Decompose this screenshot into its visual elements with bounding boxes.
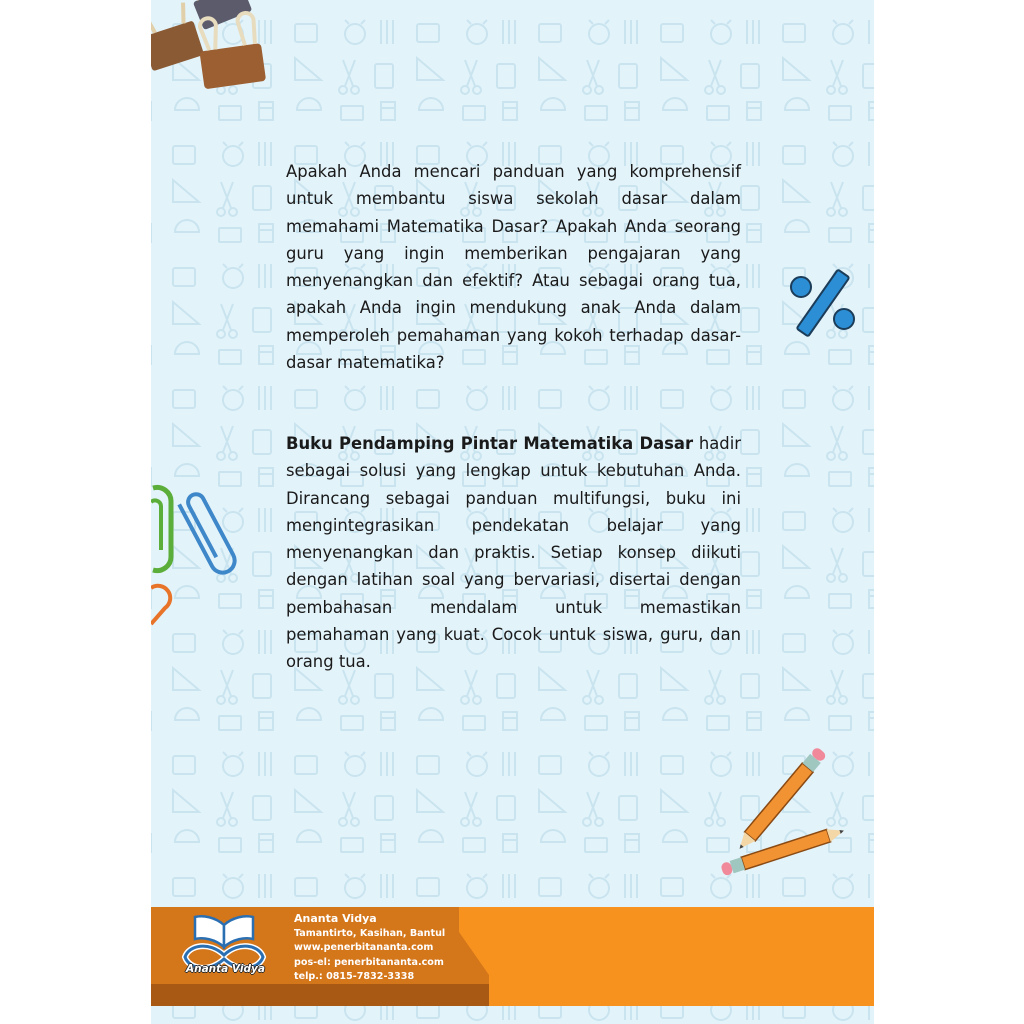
publisher-footer xyxy=(151,907,874,1006)
book-title: Buku Pendamping Pintar Matematika Dasar xyxy=(286,434,694,453)
binder-clips-icon xyxy=(151,0,281,96)
publisher-address: Tamantirto, Kasihan, Bantul xyxy=(294,927,446,939)
description-text: hadir sebagai solusi yang lengkap untuk kebutuhan Anda. Dirancang sebagai panduan multifungsi, buku ini mengintegrasikan pendekatan belajar yang menyenangkan dan praktis. Setiap konsep diikuti dengan latihan soal yang bervariasi, disertai dengan pembahasan mendalam untuk memastikan pemahaman yang kuat. Cocok untuk siswa, guru, dan orang tua. xyxy=(286,434,741,672)
publisher-phone: telp.: 0815-7832-3338 xyxy=(294,971,415,983)
pencils-icon xyxy=(716,740,856,880)
publisher-name: Ananta Vidya xyxy=(294,912,377,925)
back-cover-page xyxy=(151,0,874,1024)
publisher-email: pos-el: penerbitananta.com xyxy=(294,956,444,968)
logo-wordmark: Ananta Vidya xyxy=(186,963,265,975)
percent-icon xyxy=(786,265,861,340)
publisher-info xyxy=(294,912,445,985)
paperclips-icon xyxy=(151,480,241,630)
intro-paragraph: Apakah Anda mencari panduan yang komprehensif untuk membantu siswa sekolah dasar dalam memahami Matematika Dasar? Apakah Anda seorang guru yang ingin memberikan pengajaran yang menyenangkan dan efektif? Atau sebagai orang tua, apakah Anda ingin mendukung anak Anda dalam memperoleh pemahaman yang kokoh terhadap dasar-dasar matematika? xyxy=(286,162,741,373)
publisher-website: www.penerbitananta.com xyxy=(294,942,434,954)
description-paragraph xyxy=(286,430,741,676)
